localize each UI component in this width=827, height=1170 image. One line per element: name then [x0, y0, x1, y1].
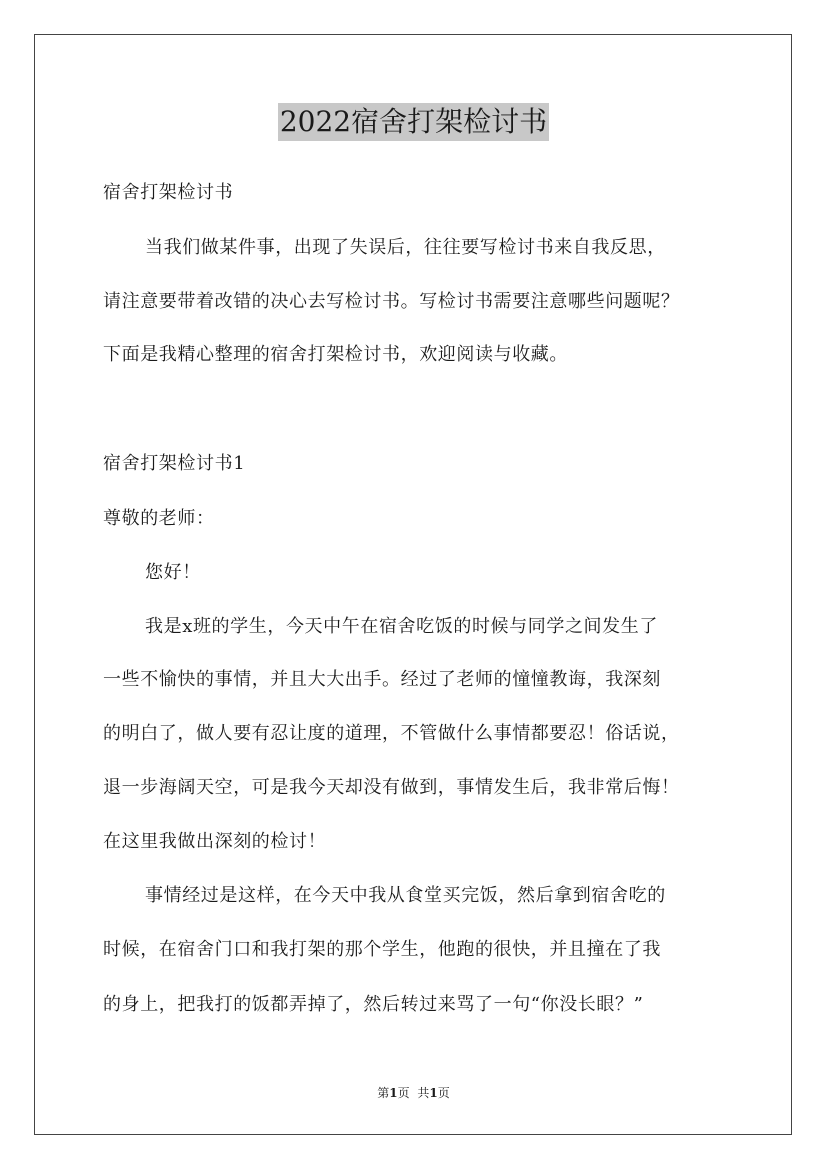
section-heading: 宿舍打架检讨书	[103, 182, 234, 203]
footer-total-unit: 页	[437, 1086, 450, 1100]
footer-page-unit: 页	[397, 1086, 410, 1100]
paragraph-line: 退一步海阔天空，可是我今天却没有做到，事情发生后，我非常后悔！	[103, 777, 680, 798]
paragraph-line: 请注意要带着改错的决心去写检讨书。写检讨书需要注意哪些问题呢？	[103, 291, 680, 312]
title-wrap	[0, 103, 827, 141]
footer-page-prefix: 第	[377, 1086, 390, 1100]
paragraph-line: 时候，在宿舍门口和我打架的那个学生，他跑的很快，并且撞在了我	[103, 939, 661, 960]
paragraph-line: 一些不愉快的事情，并且大大出手。经过了老师的憧憧教诲，我深刻	[103, 669, 661, 690]
document-title: 2022宿舍打架检讨书	[278, 103, 549, 141]
paragraph-line: 的身上，把我打的饭都弄掉了，然后转过来骂了一句“你没长眼？”	[103, 994, 644, 1015]
footer-total-prefix: 共	[417, 1086, 430, 1100]
paragraph-line: 在这里我做出深刻的检讨！	[103, 831, 327, 852]
paragraph-line: 的明白了，做人要有忍让度的道理，不管做什么事情都要忍！俗话说，	[103, 723, 680, 744]
paragraph-line: 事情经过是这样，在今天中我从食堂买完饭，然后拿到宿舍吃的	[145, 885, 666, 906]
paragraph-line: 当我们做某件事，出现了失误后，往往要写检讨书来自我反思，	[145, 237, 666, 258]
section-heading: 宿舍打架检讨书1	[103, 453, 246, 474]
page-footer	[0, 1085, 827, 1101]
paragraph-line: 我是x班的学生，今天中午在宿舍吃饭的时候与同学之间发生了	[145, 616, 658, 637]
greeting: 您好！	[145, 562, 201, 583]
paragraph-line: 下面是我精心整理的宿舍打架检讨书，欢迎阅读与收藏。	[103, 344, 568, 365]
footer-page-number: 1	[389, 1086, 398, 1100]
footer-total-number: 1	[429, 1086, 438, 1100]
salutation: 尊敬的老师：	[103, 508, 215, 529]
